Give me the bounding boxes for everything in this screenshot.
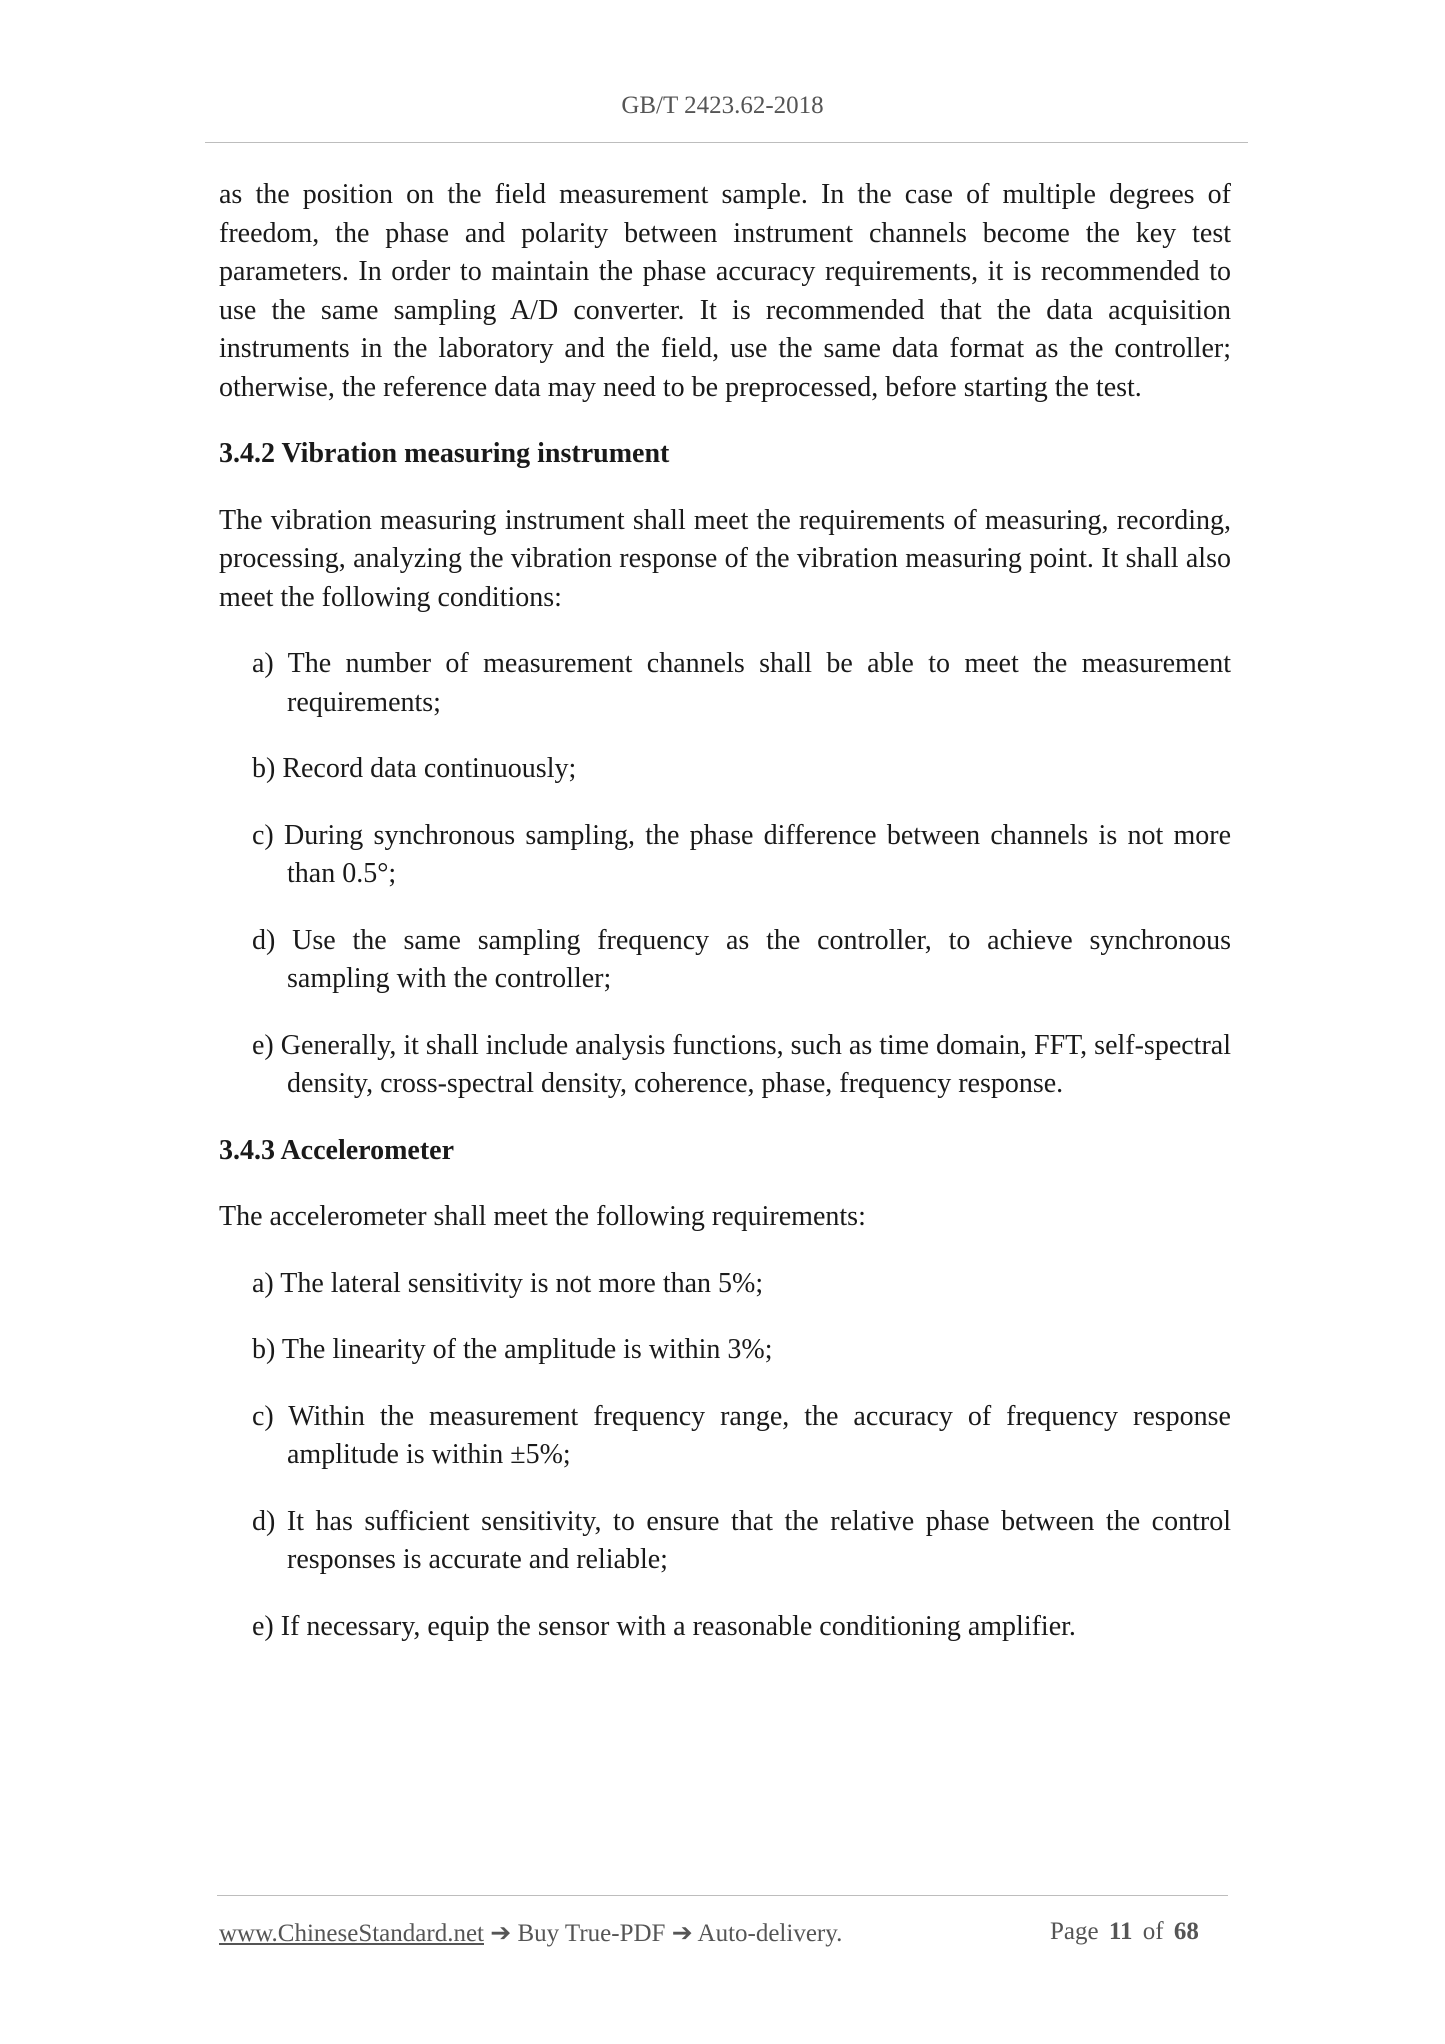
section-3-4-3-paragraph: The accelerometer shall meet the following requirements: [219, 1201, 866, 1232]
website-link[interactable]: www.ChineseStandard.net [219, 1920, 484, 1947]
buy-true-pdf-text: Buy True-PDF [517, 1920, 666, 1947]
section-3-4-2-list [219, 645, 1231, 1104]
page-total: 68 [1173, 1918, 1199, 1945]
page-content [219, 176, 1231, 1646]
list-item: e) Generally, it shall include analysis functions, such as time domain, FFT, self-spectral density, cross-spectral density, coherence, phase, frequency response. [252, 1029, 1231, 1099]
list-item: a) The lateral sensitivity is not more than 5%; [252, 1267, 764, 1299]
list-item: c) During synchronous sampling, the phase difference between channels is not more than 0.5°; [252, 819, 1231, 889]
section-3-4-3-list [219, 1265, 1231, 1647]
auto-delivery-text: Auto-delivery. [697, 1920, 843, 1947]
section-heading-3-4-2: 3.4.2 Vibration measuring instrument [219, 438, 670, 469]
arrow-right-icon: ➔ [671, 1920, 693, 1947]
list-item: d) Use the same sampling frequency as the controller, to achieve synchronous sampling with the controller; [252, 924, 1231, 994]
list-item: d) It has sufficient sensitivity, to ensure that the relative phase between the control responses is accurate and reliable; [252, 1505, 1231, 1575]
section-heading-3-4-3: 3.4.3 Accelerometer [219, 1134, 455, 1166]
list-item: c) Within the measurement frequency range, the accuracy of frequency response amplitude is within ±5%; [252, 1400, 1231, 1470]
document-header-id: GB/T 2423.62-2018 [621, 92, 824, 119]
list-item: a) The number of measurement channels shall be able to meet the measurement requirements; [252, 648, 1231, 718]
list-item: e) If necessary, equip the sensor with a reasonable conditioning amplifier. [252, 1610, 1076, 1642]
section-3-4-2-paragraph: The vibration measuring instrument shall meet the requirements of measuring, recording, processing, analyzing the vibration response of the vibration measuring point. It shall also meet the following conditions: [219, 504, 1231, 613]
arrow-right-icon: ➔ [490, 1920, 512, 1947]
footer-promo [219, 1918, 842, 1948]
header-divider [205, 142, 1248, 143]
page-current: 11 [1108, 1918, 1133, 1945]
list-item: b) The linearity of the amplitude is within 3%; [252, 1334, 773, 1365]
page-label: Page [1050, 1918, 1099, 1945]
page-number [1050, 1918, 1199, 1946]
intro-paragraph: as the position on the field measurement sample. In the case of multiple degrees of freedom, the phase and polarity between instrument channels become the key test parameters. In order to maintain the phase accuracy requirements, it is recommended to use the same sampling A/D converter. It is recommended that the data acquisition instruments in the laboratory and the field, use the same data format as the controller; otherwise, the reference data may need to be preprocessed, before starting the test. [219, 179, 1231, 403]
list-item: b) Record data continuously; [252, 753, 577, 784]
footer-divider [217, 1895, 1228, 1896]
page-of-label: of [1142, 1918, 1164, 1945]
